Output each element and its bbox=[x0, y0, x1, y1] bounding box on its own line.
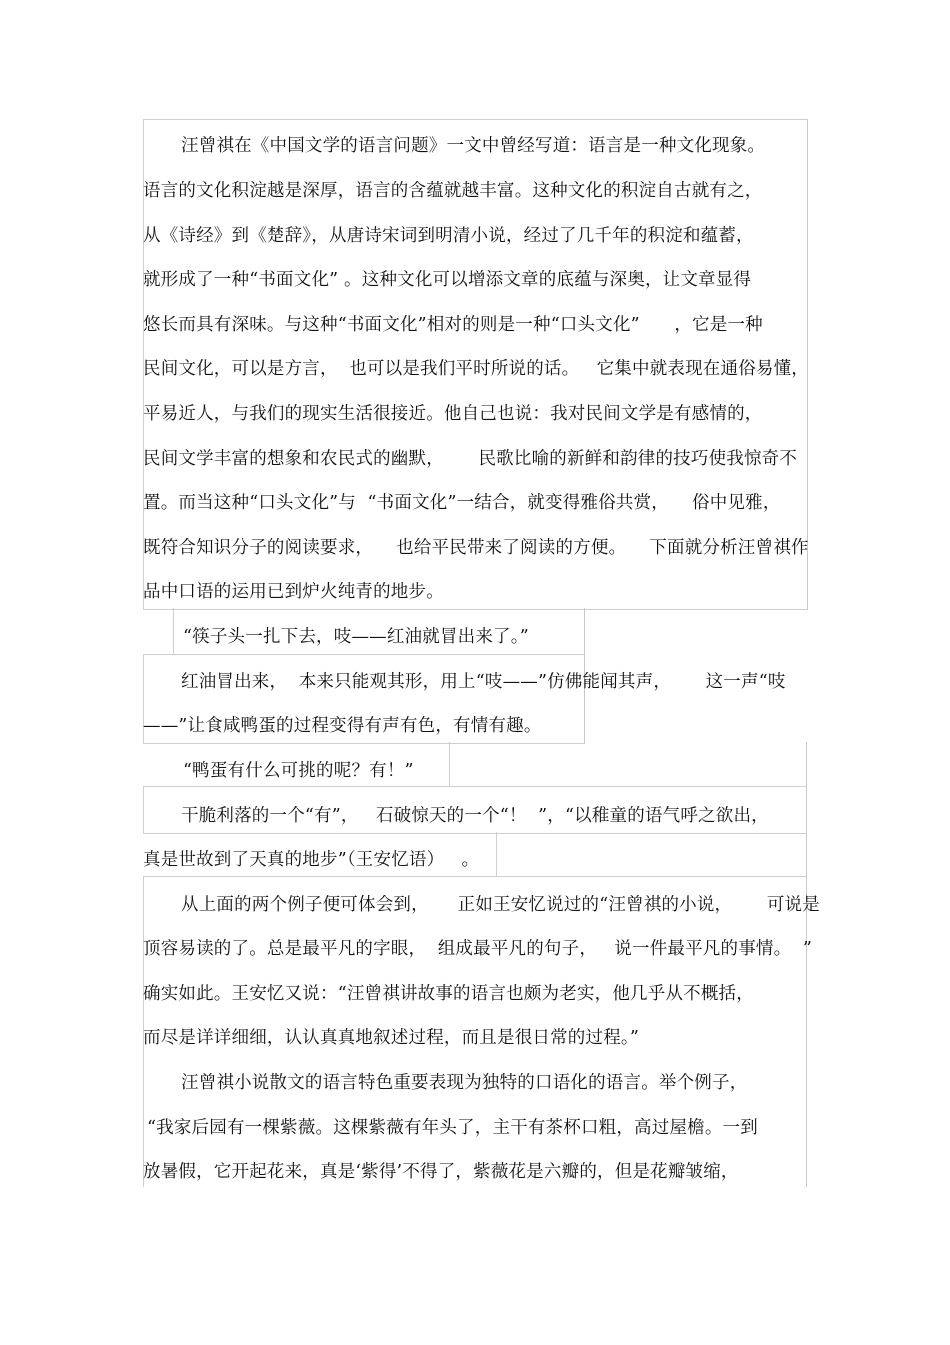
text-line: 确实如此。王安忆又说：“汪曾祺讲故事的语言也颇为老实，他几乎从不概括， bbox=[143, 984, 754, 1004]
text-line: 民间文化，可以是方言， 也可以是我们平时所说的话。 它集中就表现在通俗易懂， bbox=[143, 359, 810, 379]
text-line: 从《诗经》到《楚辞》，从唐诗宋词到明清小说，经过了几千年的积淀和蕴蓄， bbox=[143, 226, 754, 246]
text-line: ——”让食咸鸭蛋的过程变得有声有色，有情有趣。 bbox=[143, 716, 542, 736]
text-line: “鸭蛋有什么可挑的呢？有！” bbox=[183, 761, 414, 781]
text-line: 悠长而具有深味。与这种“书面文化”相对的则是一种“口头文化” ，它是一种 bbox=[143, 315, 763, 335]
text-line: 民间文学丰富的想象和农民式的幽默， 民歌比喻的新鲜和韵律的技巧使我惊奇不 bbox=[143, 449, 798, 469]
text-frame-6 bbox=[496, 832, 807, 877]
text-line: 真是世故到了天真的地步”（王安忆语） 。 bbox=[143, 850, 480, 870]
text-line: “筷子头一扎下去，吱——红油就冒出来了。” bbox=[183, 627, 529, 647]
text-frame-4 bbox=[449, 742, 807, 787]
text-line: 语言的文化积淀越是深厚，语言的含蕴就越丰富。这种文化的积淀自古就有之， bbox=[143, 181, 763, 201]
text-line: 而尽是详详细细，认认真真地叙述过程，而且是很日常的过程。” bbox=[143, 1028, 639, 1048]
text-line: 红油冒出来， 本来只能观其形，用上“吱——”仿佛能闻其声， 这一声“吱 bbox=[181, 672, 786, 692]
text-line: 平易近人，与我们的现实生活很接近。他自己也说：我对民间文学是有感情的， bbox=[143, 404, 763, 424]
text-line: 汪曾祺小说散文的语言特色重要表现为独特的口语化的语言。举个例子， bbox=[181, 1073, 748, 1093]
text-line: 品中口语的运用已到炉火纯青的地步。 bbox=[143, 582, 444, 602]
text-line: 顶容易读的了。总是最平凡的字眼， 组成最平凡的句子， 说一件最平凡的事情。 ” bbox=[143, 939, 812, 959]
text-line: 从上面的两个例子便可体会到， 正如王安忆说过的“汪曾祺的小说， 可说是 bbox=[181, 895, 820, 915]
text-line: 汪曾祺在《中国文学的语言问题》一文中曾经写道：语言是一种文化现象。 bbox=[181, 136, 766, 156]
text-line: 置。而当这种“口头文化”与 “书面文化”一结合，就变得雅俗共赏， 俗中见雅， bbox=[143, 493, 781, 513]
text-line: “我家后园有一棵紫薇。这棵紫薇有年头了，主干有茶杯口粗，高过屋檐。一到 bbox=[147, 1118, 758, 1138]
text-line: 就形成了一种“书面文化” 。这种文化可以增添文章的底蕴与深奥，让文章显得 bbox=[143, 270, 752, 290]
text-line: 既符合知识分子的阅读要求， 也给平民带来了阅读的方便。 下面就分析汪曾祺作 bbox=[143, 538, 809, 558]
text-line: 放暑假，它开起花来，真是‘紫得’不得了，紫薇花是六瓣的，但是花瓣皱缩， bbox=[143, 1162, 739, 1182]
text-line: 干脆利落的一个“有”， 石破惊天的一个“！ ”，“以稚童的语气呼之欲出， bbox=[181, 806, 769, 826]
